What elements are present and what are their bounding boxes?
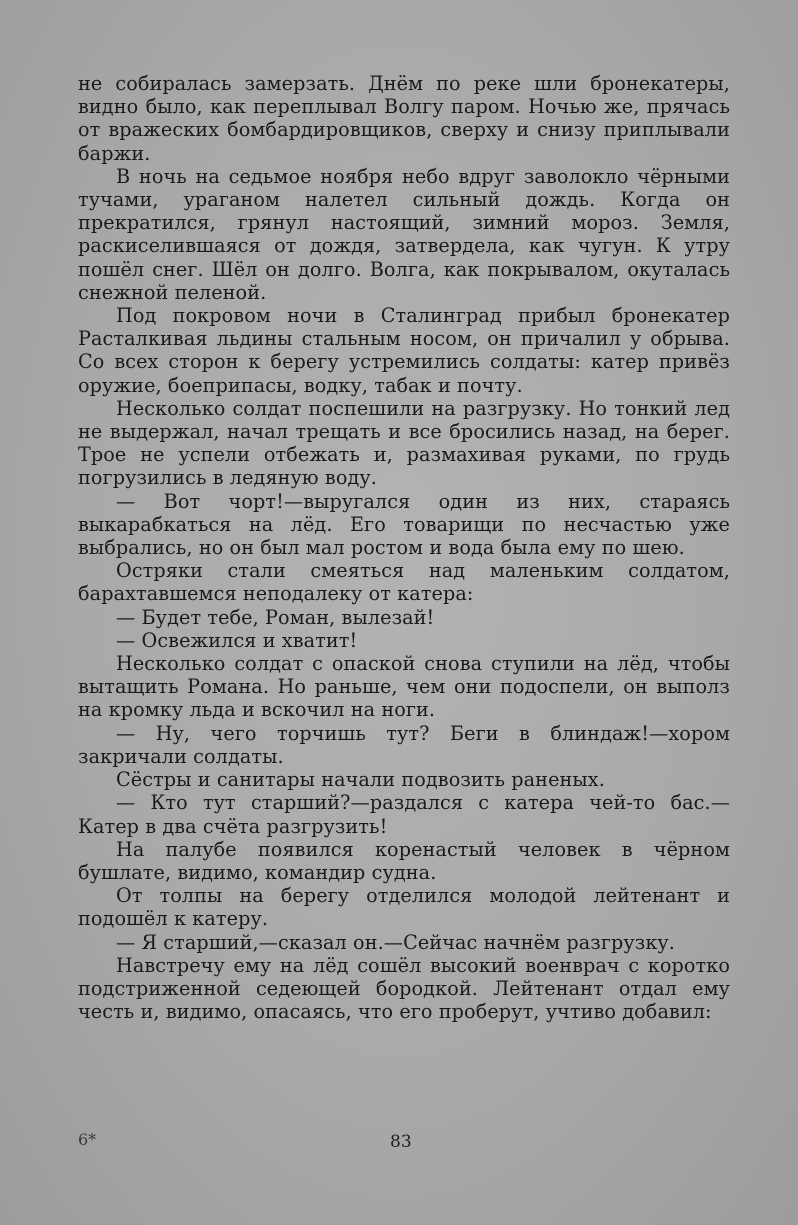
- paragraph-9: Несколько солдат с опаской снова ступили на лёд, чтобы вытащить Романа. Но раньше, чем они подоспели, он выполз на кромку льда и вскочил на ноги.: [78, 652, 730, 722]
- paragraph-1: не собиралась замерзать. Днём по реке шли бронекатеры, видно было, как переплывал Волгу паром. Ночью же, прячась от вражеских бомбардировщиков, сверху и снизу приплывали баржи.: [78, 72, 730, 165]
- signature-mark: 6*: [78, 1130, 97, 1149]
- paragraph-11: Сёстры и санитары начали подвозить раненых.: [116, 768, 605, 792]
- paragraph-12: — Кто тут старший?—раздался с катера чей-то бас.— Катер в два счёта разгрузить!: [78, 791, 730, 838]
- paragraph-15: — Я старший,—сказал он.—Сейчас начнём разгрузку.: [116, 930, 675, 954]
- paragraph-8: — Освежился и хватит!: [116, 628, 358, 652]
- page-number: 83: [390, 1132, 412, 1152]
- paragraph-7: — Будет тебе, Роман, вылезай!: [116, 605, 435, 629]
- paragraph-3: Под покровом ночи в Сталинград прибыл бронекатер Расталкивая льдины стальным носом, он причалил у обрыва. Со всех сторон к берегу устремились солдаты: катер привёз оружие, боеприпасы, водку, табак и почту.: [78, 304, 730, 397]
- paragraph-13: На палубе появился коренастый человек в чёрном бушлате, видимо, командир судна.: [78, 837, 730, 884]
- paragraph-14: От толпы на берегу отделился молодой лейтенант и подошёл к катеру.: [78, 884, 730, 931]
- body-text: [78, 72, 730, 1023]
- paragraph-10: — Ну, чего торчишь тут? Беги в блиндаж!—хором закричали солдаты.: [78, 721, 730, 768]
- paragraph-16: Навстречу ему на лёд сошёл высокий военврач с коротко подстриженной седеющей бородкой. Лейтенант отдал ему честь и, видимо, опасаясь, что его проберут, учтиво добавил:: [78, 953, 730, 1024]
- paragraph-2: В ночь на седьмое ноября небо вдруг заволокло чёрными тучами, ураганом налетел сильный дождь. Когда он прекратился, грянул настоящий, зимний мороз. Земля, раскиселившаяся от дождя, затвердела, как чугун. К утру пошёл снег. Шёл он долго. Волга, как покрывалом, окуталась снежной пеленой.: [78, 164, 730, 304]
- paragraph-5: — Вот чорт!—выругался один из них, стараясь выкарабкаться на лёд. Его товарищи по несчастью уже выбрались, но он был мал ростом и вода была ему по шею.: [78, 489, 730, 560]
- paragraph-6: Остряки стали смеяться над маленьким солдатом, барахтавшемся неподалеку от катера:: [78, 559, 730, 606]
- paragraph-4: Несколько солдат поспешили на разгрузку. Но тонкий лед не выдержал, начал трещать и все бросились назад, на берег. Трое не успели отбежать и, размахивая руками, по грудь погрузились в ледяную воду.: [78, 396, 730, 490]
